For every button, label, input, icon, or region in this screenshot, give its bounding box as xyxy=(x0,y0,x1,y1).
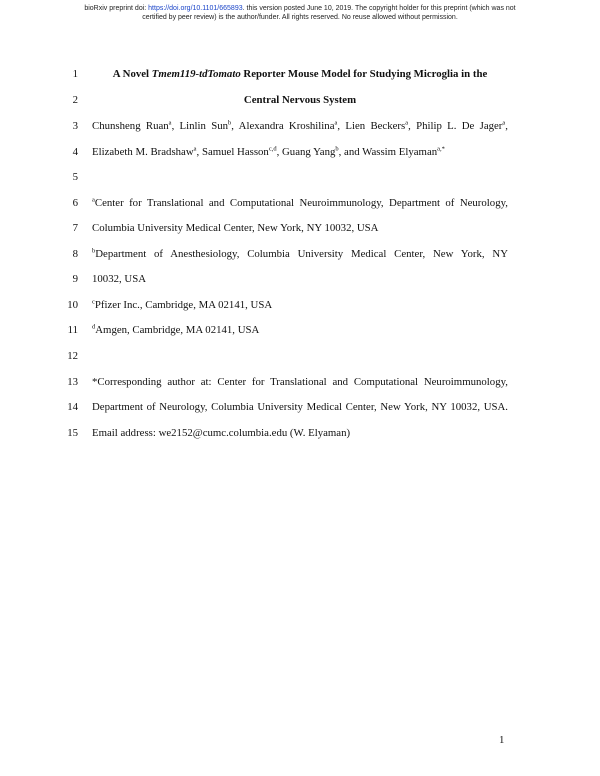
paper-title-line1: A Novel Tmem119-tdTomato Reporter Mouse Model for Studying Microglia in the xyxy=(112,68,488,80)
affiliation-b-line1: $^b$Department of Anesthesiology, Columbia University Medical Center, New York, NY xyxy=(92,247,508,260)
paper-title-line2: Central Nervous System xyxy=(243,94,357,106)
page-number: 1 xyxy=(499,734,505,746)
affiliation-a-line2: Columbia University Medical Center, New York, NY 10032, USA xyxy=(92,222,379,234)
corresponding-author-line1: *Corresponding author at: Center for Translational and Computational Neuroimmunology, xyxy=(92,376,508,388)
corresponding-author-line2: Department of Neurology, Columbia University Medical Center, New York, NY 10032, USA. xyxy=(92,401,508,413)
notice-prefix: bioRxiv preprint doi: xyxy=(84,5,149,12)
line-number: 4 xyxy=(72,146,78,158)
line-number: 8 xyxy=(72,248,78,260)
notice-rest: . this version posted June 10, 2019. The copyright holder for this preprint (which was not xyxy=(242,5,516,12)
notice-line2: certified by peer review) is the author/funder. All rights reserved. No reuse allowed without permission. xyxy=(142,13,458,21)
author-line2: Elizabeth M. Bradshaw$^a$, Samuel Hasson$^{c,d}$, Guang Yang$^b$, and Wassim Elyaman$^{a,*}$ xyxy=(92,145,445,158)
line-number: 2 xyxy=(72,94,78,106)
affiliation-d: $^d$Amgen, Cambridge, MA 02141, USA xyxy=(92,323,260,336)
preprint-notice xyxy=(10,5,590,22)
author-line1: Chunsheng Ruan$^a$, Linlin Sun$^b$, Alexandra Kroshilina$^a$, Lien Beckers$^a$, Philip L. De Jager$^a$, xyxy=(92,119,508,132)
line-number: 15 xyxy=(67,427,78,439)
line-number: 5 xyxy=(72,171,78,183)
doi-link[interactable]: https://doi.org/10.1101/665893 xyxy=(148,5,243,12)
line-number: 13 xyxy=(67,376,78,388)
line-number: 14 xyxy=(67,401,78,413)
line-number: 7 xyxy=(72,222,78,234)
corresponding-email: Email address: we2152@cumc.columbia.edu (W. Elyaman) xyxy=(92,427,351,439)
line-number: 10 xyxy=(67,299,78,311)
line-number: 6 xyxy=(72,197,78,209)
title-italic-gene: Tmem119-tdTomato xyxy=(151,68,241,80)
affiliation-b-line2: 10032, USA xyxy=(92,273,146,285)
line-number: 1 xyxy=(72,68,78,80)
line-number: 9 xyxy=(72,273,78,285)
affiliation-c: $^c$Pfizer Inc., Cambridge, MA 02141, USA xyxy=(92,298,273,311)
line-number: 11 xyxy=(67,324,78,336)
line-number: 12 xyxy=(67,350,78,362)
line-number: 3 xyxy=(72,120,78,132)
affiliation-a-line1: $^a$Center for Translational and Computational Neuroimmunology, Department of Neurology, xyxy=(92,196,508,209)
